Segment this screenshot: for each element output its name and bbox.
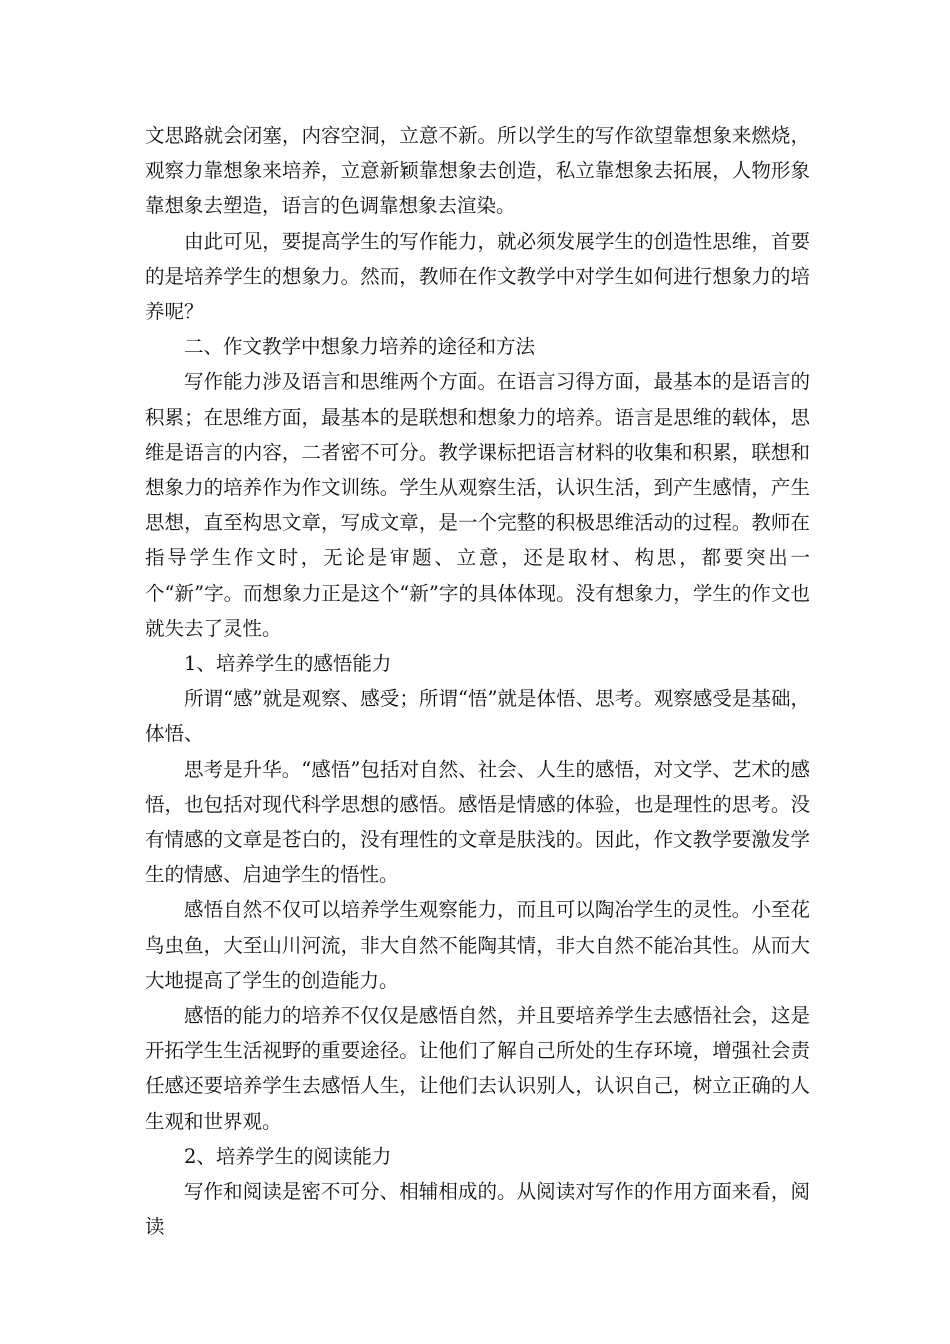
subsection-heading: 2、培养学生的阅读能力 [184, 1144, 392, 1168]
document-body [145, 118, 810, 1245]
paragraph-continuation: 文思路就会闭塞，内容空洞，立意不新。所以学生的写作欲望靠想象来燃烧，观察力靠想象来培养，立意新颖靠想象去创造，私立靠想象去拓展，人物形象靠想象去塑造，语言的色调靠想象去渲染。 [145, 124, 810, 218]
paragraph: 由此可见，要提高学生的写作能力，就必须发展学生的创造性思维，首要的是培养学生的想象力。然而，教师在作文教学中对学生如何进行想象力的培养呢？ [145, 229, 810, 324]
paragraph: 写作能力涉及语言和思维两个方面。在语言习得方面，最基本的是语言的积累；在思维方面，最基本的是联想和想象力的培养。语言是思维的载体，思维是语言的内容，二者密不可分。教学课标把语言材料的收集和积累，联想和想象力的培养作为作文训练。学生从观察生活，认识生活，到产生感情，产生思想，直至构思文章，写成文章，是一个完整的积极思维活动的过程。教师在指导学生作文时，无论是审题、立意，还是取材、构思，都要突出一个“新”字。而想象力正是这个“新”字的具体体现。没有想象力，学生的作文也就失去了灵性。 [145, 370, 810, 640]
section-heading: 二、作文教学中想象力培养的途径和方法 [184, 335, 536, 359]
paragraph: 所谓“感”就是观察、感受；所谓“悟”就是体悟、思考。观察感受是基础，体悟、 [145, 687, 810, 746]
subsection-heading: 1、培养学生的感悟能力 [184, 652, 392, 676]
paragraph: 写作和阅读是密不可分、相辅相成的。从阅读对写作的作用方面来看，阅读 [145, 1180, 810, 1239]
paragraph: 感悟的能力的培养不仅仅是感悟自然，并且要培养学生去感悟社会，这是开拓学生生活视野的重要途径。让他们了解自己所处的生存环境，增强社会责任感还要培养学生去感悟人生，让他们去认识别人，认识自己，树立正确的人生观和世界观。 [145, 1004, 810, 1133]
paragraph: 思考是升华。“感悟”包括对自然、社会、人生的感悟，对文学、艺术的感悟，也包括对现代科学思想的感悟。感悟是情感的体验，也是理性的思考。没有情感的文章是苍白的，没有理性的文章是肤浅的。因此，作文教学要激发学生的情感、启迪学生的悟性。 [145, 757, 810, 887]
paragraph: 感悟自然不仅可以培养学生观察能力，而且可以陶冶学生的灵性。小至花鸟虫鱼，大至山川河流，非大自然不能陶其情，非大自然不能冶其性。从而大大地提高了学生的创造能力。 [145, 898, 810, 992]
